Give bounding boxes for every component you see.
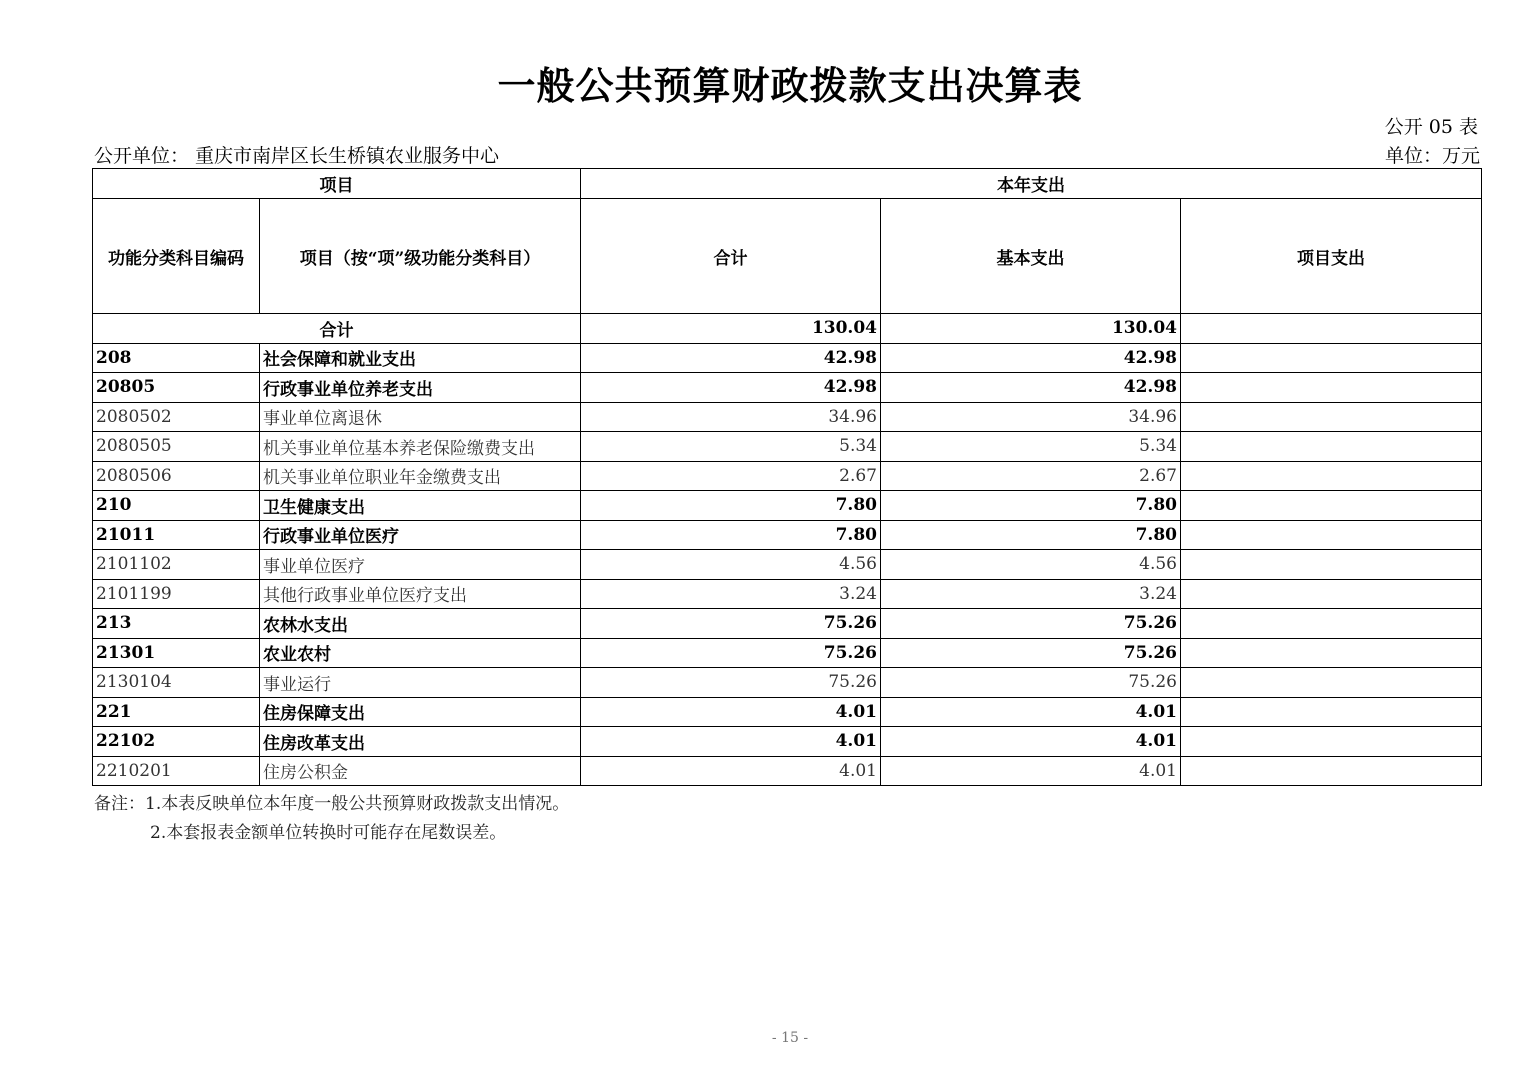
total-cell: 4.01: [581, 756, 881, 786]
table-row: [93, 609, 1482, 639]
basic-cell: 42.98: [881, 343, 1181, 373]
name-cell: 社会保障和就业支出: [260, 343, 581, 373]
code-cell: 2210201: [93, 756, 260, 786]
code-cell: 2080505: [93, 432, 260, 462]
total-cell: 2.67: [581, 461, 881, 491]
name-cell: 农林水支出: [260, 609, 581, 639]
basic-cell: 75.26: [881, 638, 1181, 668]
name-cell: 住房保障支出: [260, 697, 581, 727]
table-row: [93, 727, 1482, 757]
name-cell: 行政事业单位养老支出: [260, 373, 581, 403]
code-cell: 2101199: [93, 579, 260, 609]
total-cell: 5.34: [581, 432, 881, 462]
basic-cell: 4.56: [881, 550, 1181, 580]
basic-cell: 34.96: [881, 402, 1181, 432]
expense-table: [92, 168, 1482, 786]
total-cell: 3.24: [581, 579, 881, 609]
table-row: [93, 461, 1482, 491]
code-cell: 2130104: [93, 668, 260, 698]
total-cell: 34.96: [581, 402, 881, 432]
header-project: 项目: [93, 169, 581, 199]
basic-cell: 3.24: [881, 579, 1181, 609]
note-1: 备注：1.本表反映单位本年度一般公共预算财政拨款支出情况。: [94, 794, 570, 814]
total-project: [1181, 314, 1482, 344]
basic-cell: 2.67: [881, 461, 1181, 491]
header-basic: 基本支出: [881, 199, 1181, 314]
code-cell: 213: [93, 609, 260, 639]
note-2: 2.本套报表金额单位转换时可能存在尾数误差。: [150, 823, 507, 843]
project-cell: [1181, 343, 1482, 373]
basic-cell: 75.26: [881, 668, 1181, 698]
name-cell: 农业农村: [260, 638, 581, 668]
table-body: [93, 314, 1482, 786]
name-cell: 机关事业单位职业年金缴费支出: [260, 461, 581, 491]
project-cell: [1181, 727, 1482, 757]
code-cell: 208: [93, 343, 260, 373]
basic-cell: 75.26: [881, 609, 1181, 639]
code-cell: 20805: [93, 373, 260, 403]
code-cell: 21011: [93, 520, 260, 550]
project-cell: [1181, 638, 1482, 668]
currency-unit: 单位：万元: [1384, 145, 1480, 167]
total-cell: 4.01: [581, 727, 881, 757]
header-row-1: [93, 169, 1482, 199]
table-row: [93, 520, 1482, 550]
table-row: [93, 373, 1482, 403]
project-cell: [1181, 579, 1482, 609]
project-cell: [1181, 491, 1482, 521]
name-cell: 住房改革支出: [260, 727, 581, 757]
table-row: [93, 638, 1482, 668]
project-cell: [1181, 756, 1482, 786]
total-cell: 75.26: [581, 609, 881, 639]
name-cell: 其他行政事业单位医疗支出: [260, 579, 581, 609]
name-cell: 卫生健康支出: [260, 491, 581, 521]
table-row: [93, 550, 1482, 580]
basic-cell: 4.01: [881, 697, 1181, 727]
meta-line: [94, 141, 1480, 167]
basic-cell: 4.01: [881, 727, 1181, 757]
form-number: 公开 05 表: [1384, 116, 1478, 138]
code-cell: 2080502: [93, 402, 260, 432]
basic-cell: 42.98: [881, 373, 1181, 403]
header-row-2: [93, 199, 1482, 314]
table-row: [93, 668, 1482, 698]
total-basic: 130.04: [881, 314, 1181, 344]
total-cell: 7.80: [581, 520, 881, 550]
code-cell: 210: [93, 491, 260, 521]
total-cell: 75.26: [581, 668, 881, 698]
total-row: [93, 314, 1482, 344]
name-cell: 住房公积金: [260, 756, 581, 786]
total-cell: 4.01: [581, 697, 881, 727]
table-row: [93, 697, 1482, 727]
basic-cell: 7.80: [881, 520, 1181, 550]
name-cell: 事业运行: [260, 668, 581, 698]
total-cell: 75.26: [581, 638, 881, 668]
project-cell: [1181, 402, 1482, 432]
total-cell: 4.56: [581, 550, 881, 580]
table-row: [93, 756, 1482, 786]
basic-cell: 5.34: [881, 432, 1181, 462]
project-cell: [1181, 668, 1482, 698]
code-cell: 21301: [93, 638, 260, 668]
total-cell: 7.80: [581, 491, 881, 521]
total-value: 130.04: [581, 314, 881, 344]
header-project-expense: 项目支出: [1181, 199, 1482, 314]
project-cell: [1181, 609, 1482, 639]
reporting-unit: 公开单位： 重庆市南岸区长生桥镇农业服务中心: [94, 145, 500, 167]
header-code: 功能分类科目编码: [93, 199, 260, 314]
table-row: [93, 432, 1482, 462]
notes: [94, 790, 569, 848]
name-cell: 事业单位医疗: [260, 550, 581, 580]
name-cell: 事业单位离退休: [260, 402, 581, 432]
name-cell: 行政事业单位医疗: [260, 520, 581, 550]
total-cell: 42.98: [581, 343, 881, 373]
header-item: 项目（按“项”级功能分类科目）: [260, 199, 581, 314]
project-cell: [1181, 697, 1482, 727]
name-cell: 机关事业单位基本养老保险缴费支出: [260, 432, 581, 462]
page-title: 一般公共预算财政拨款支出决算表: [497, 63, 1083, 108]
basic-cell: 7.80: [881, 491, 1181, 521]
total-label: 合计: [93, 314, 581, 344]
code-cell: 2101102: [93, 550, 260, 580]
basic-cell: 4.01: [881, 756, 1181, 786]
project-cell: [1181, 520, 1482, 550]
code-cell: 2080506: [93, 461, 260, 491]
project-cell: [1181, 461, 1482, 491]
table-row: [93, 343, 1482, 373]
project-cell: [1181, 373, 1482, 403]
header-current-year: 本年支出: [581, 169, 1482, 199]
code-cell: 22102: [93, 727, 260, 757]
table-row: [93, 579, 1482, 609]
code-cell: 221: [93, 697, 260, 727]
project-cell: [1181, 550, 1482, 580]
table-row: [93, 402, 1482, 432]
page-number: - 15 -: [771, 1030, 809, 1046]
header-total: 合计: [581, 199, 881, 314]
table-row: [93, 491, 1482, 521]
total-cell: 42.98: [581, 373, 881, 403]
project-cell: [1181, 432, 1482, 462]
